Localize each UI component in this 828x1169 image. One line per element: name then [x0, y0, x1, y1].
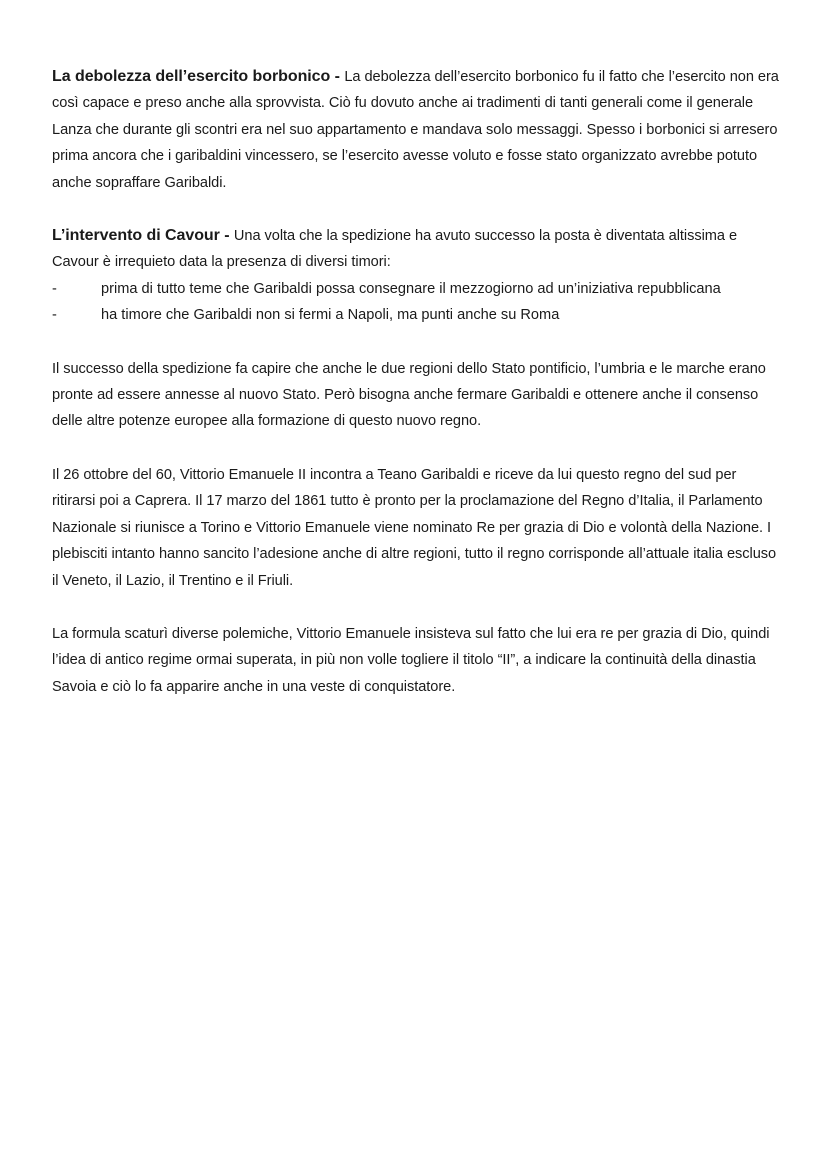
- paragraph-spacer: [52, 329, 782, 356]
- bullet-dash: -: [52, 307, 57, 324]
- document-page: [52, 64, 782, 700]
- paragraph-spacer: [52, 435, 782, 462]
- paragraph-successo-spedizione: Il successo della spedizione fa capire che anche le due regioni dello Stato pontificio, l’umbria e le marche erano pronte ad essere annesse al nuovo Stato. Però bisogna anche fermare Garibaldi e ottenere anche il consenso delle altre potenze europee alla formazione di questo nuovo regno.: [52, 360, 766, 430]
- list-item-text: ha timore che Garibaldi non si fermi a Napoli, ma punti anche su Roma: [101, 307, 560, 324]
- paragraph-teano: Il 26 ottobre del 60, Vittorio Emanuele II incontra a Teano Garibaldi e riceve da lui questo regno del sud per ritirarsi poi a Caprera. Il 17 marzo del 1861 tutto è pronto per la proclamazione del Regno d’Italia, il Parlamento Nazionale si riunisce a Torino e Vittorio Emanuele viene nominato Re per grazia di Dio e volontà della Nazione. I plebisciti intanto hanno sancito l’adesione anche di altre regioni, tutto il regno corrisponde all’attuale italia escluso il Veneto, il Lazio, il Trentino e il Friuli.: [52, 466, 777, 589]
- section-intervento-cavour: [52, 223, 782, 276]
- section-body: Una volta che la spedizione ha avuto successo la posta è diventata altissima e Cavour è irrequieto data la presenza di diversi timori:: [52, 228, 738, 271]
- list-item: [52, 276, 782, 302]
- paragraph-spacer: [52, 594, 782, 621]
- bullet-dash: -: [52, 280, 57, 297]
- paragraph-formula: La formula scaturì diverse polemiche, Vittorio Emanuele insisteva sul fatto che lui era re per grazia di Dio, quindi l’idea di antico regime ormai superata, in più non volle togliere il titolo “II”, a indicare la continuità della dinastia Savoia e ciò lo fa apparire anche in una veste di conquistatore.: [52, 625, 770, 695]
- paragraph-spacer: [52, 196, 782, 223]
- section-esercito-borbonico: [52, 64, 782, 196]
- list-item: [52, 302, 782, 328]
- section-heading: La debolezza dell’esercito borbonico -: [52, 68, 345, 85]
- list-item-text: prima di tutto teme che Garibaldi possa consegnare il mezzogiorno ad un’iniziativa repubblicana: [101, 280, 721, 297]
- timori-list: [52, 276, 782, 329]
- section-heading: L’intervento di Cavour -: [52, 227, 234, 245]
- section-body: La debolezza dell’esercito borbonico fu il fatto che l’esercito non era così capace e preso anche alla sprovvista. Ciò fu dovuto anche ai tradimenti di tanti generali come il generale Lanza che durante gli scontri era nel suo appartamento e mandava solo messaggi. Spesso i borbonici si arresero prima ancora che i garibaldini vincessero, se l’esercito avesse voluto e fosse stato organizzato avrebbe potuto anche sopraffare Garibaldi.: [52, 69, 779, 191]
